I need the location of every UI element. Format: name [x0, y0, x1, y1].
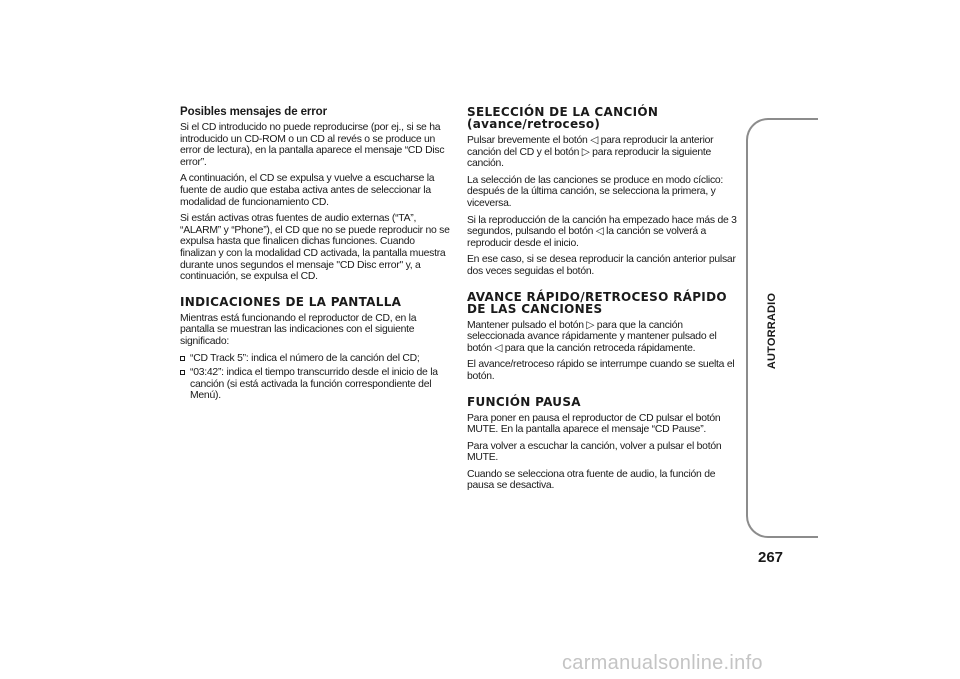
page-number: 267 — [758, 549, 784, 566]
bullet-text: “CD Track 5”: indica el número de la canción del CD; — [190, 352, 420, 364]
section-title-track-select — [467, 106, 739, 130]
body-paragraph: En ese caso, si se desea reproducir la canción anterior pulsar dos veces seguidas el botón. — [467, 254, 736, 277]
bullet-text: “03:42”: indica el tiempo transcurrido desde el inicio de la canción (si está activada la función correspondiente del Menú). — [190, 367, 438, 402]
section-title-pause: FUNCIÓN PAUSA — [467, 394, 581, 409]
chapter-tab-text: AUTORRADIO — [766, 292, 779, 370]
chapter-tab-label — [757, 292, 787, 370]
body-paragraph: Mantener pulsado el botón ▷ para que la canción seleccionada avance rápidamente y mantener pulsado el botón ◁ para que la canción retroceda rápidamente. — [467, 319, 717, 354]
section-title-display: INDICACIONES DE LA PANTALLA — [180, 294, 402, 309]
bullet-item — [180, 353, 452, 365]
right-column — [467, 106, 739, 497]
body-paragraph: Para volver a escuchar la canción, volver a pulsar el botón MUTE. — [467, 440, 722, 464]
body-paragraph: Si el CD introducido no puede reproducirse (por ej., si se ha introducido un CD-ROM o un CD al revés o se produce un error de lectura), en la pantalla aparece el mensaje “CD Disc error”. — [180, 122, 445, 168]
body-paragraph: La selección de las canciones se produce en modo cíclico: después de la última canción, se selecciona la primera, y viceversa. — [467, 174, 724, 209]
section-title-line: SELECCIÓN DE LA CANCIÓN — [467, 105, 659, 119]
checkbox-square-icon — [180, 356, 185, 361]
body-paragraph: Si están activas otras fuentes de audio externas (“TA”, “ALARM” y “Phone”), el CD que no se puede reproducir no se expulsa hasta que finalicen dichas funciones. Cuando finalizan y con la modalidad CD activada, la pantalla muestra durante unos segundos el mensaje "CD Disc error" y, a continuación, se expulsa el CD. — [180, 213, 450, 283]
watermark: carmanualsonline.info — [562, 652, 763, 674]
section-title-fast-forward — [467, 291, 739, 315]
section-title-line: DE LAS CANCIONES — [467, 301, 603, 316]
body-paragraph: Pulsar brevemente el botón ◁ para reproducir la anterior canción del CD y el botón ▷ para reproducir la siguiente canción. — [467, 135, 714, 170]
bullet-item — [180, 367, 452, 402]
body-paragraph: Cuando se selecciona otra fuente de audio, la función de pausa se desactiva. — [467, 468, 716, 492]
body-paragraph: A continuación, el CD se expulsa y vuelve a escucharse la fuente de audio que estaba activa antes de seleccionar la modalidad de funcionamiento CD. — [180, 173, 435, 208]
left-column — [180, 106, 452, 405]
body-paragraph: El avance/retroceso rápido se interrumpe cuando se suelta el botón. — [467, 359, 735, 382]
error-messages-subheading: Posibles mensajes de error — [180, 106, 327, 118]
body-paragraph: Para poner en pausa el reproductor de CD pulsar el botón MUTE. En la pantalla aparece el mensaje “CD Pause”. — [467, 412, 721, 436]
section-title-line: AVANCE RÁPIDO/RETROCESO RÁPIDO — [467, 289, 727, 304]
checkbox-square-icon — [180, 370, 185, 375]
body-paragraph: Si la reproducción de la canción ha empezado hace más de 3 segundos, pulsando el botón ◁ la canción se volverá a reproducir desde el inicio. — [467, 214, 737, 249]
section-title-line: (avance/retroceso) — [467, 117, 601, 131]
body-paragraph: Mientras está funcionando el reproductor de CD, en la pantalla se muestran las indicaciones con el siguiente significado: — [180, 312, 417, 347]
